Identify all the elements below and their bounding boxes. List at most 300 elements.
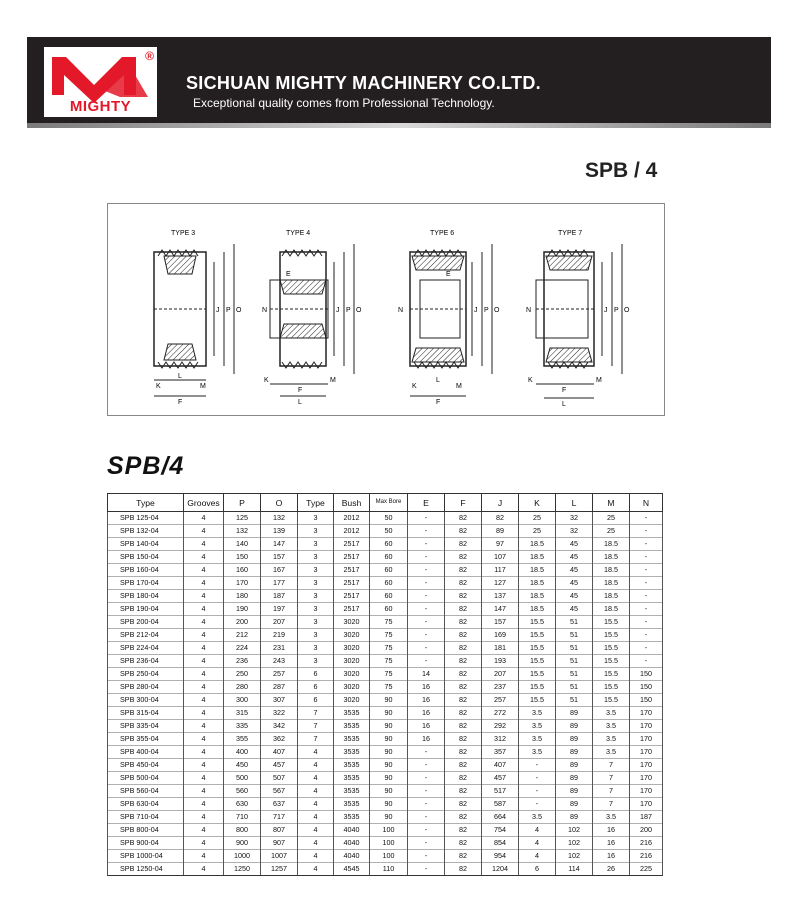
- table-cell: 110: [370, 863, 408, 876]
- pulley-type-diagrams: [108, 204, 664, 415]
- table-cell: 82: [445, 603, 482, 616]
- col-header: P: [224, 494, 261, 512]
- table-cell: 4: [184, 824, 224, 837]
- type-4-label: TYPE 4: [286, 230, 311, 237]
- table-cell: 3020: [334, 655, 370, 668]
- table-row: [108, 720, 663, 733]
- table-cell: 90: [370, 694, 408, 707]
- table-cell: 3: [298, 642, 334, 655]
- table-cell: 355: [224, 733, 261, 746]
- table-row: [108, 772, 663, 785]
- type-code-cell: SPB 630-04: [108, 798, 184, 811]
- table-cell: 15.5: [593, 668, 630, 681]
- table-cell: 82: [445, 642, 482, 655]
- table-cell: -: [630, 642, 663, 655]
- table-cell: 3535: [334, 785, 370, 798]
- table-cell: 3020: [334, 616, 370, 629]
- table-cell: 7: [593, 772, 630, 785]
- table-cell: 82: [445, 616, 482, 629]
- table-cell: 4: [184, 668, 224, 681]
- table-cell: 177: [261, 577, 298, 590]
- table-cell: 82: [445, 850, 482, 863]
- table-cell: 4: [184, 746, 224, 759]
- pulley-diagram-panel: [107, 203, 665, 416]
- table-cell: 150: [630, 668, 663, 681]
- table-cell: 167: [261, 564, 298, 577]
- table-row: [108, 811, 663, 824]
- company-tagline: Exceptional quality comes from Professional Technology.: [193, 96, 495, 110]
- table-cell: 170: [630, 707, 663, 720]
- table-row: [108, 759, 663, 772]
- table-cell: 15.5: [593, 655, 630, 668]
- dim-m-7: M: [596, 377, 602, 384]
- table-cell: 51: [556, 668, 593, 681]
- table-cell: 15.5: [519, 655, 556, 668]
- dim-l-4: L: [298, 399, 302, 406]
- table-cell: 335: [224, 720, 261, 733]
- table-cell: 97: [482, 538, 519, 551]
- col-header: N: [630, 494, 663, 512]
- dim-m-3: M: [200, 383, 206, 390]
- table-cell: 82: [445, 720, 482, 733]
- registered-mark: ®: [145, 49, 154, 63]
- table-cell: 89: [556, 746, 593, 759]
- table-cell: 14: [408, 668, 445, 681]
- table-cell: 407: [261, 746, 298, 759]
- type-code-cell: SPB 900-04: [108, 837, 184, 850]
- table-cell: 25: [519, 525, 556, 538]
- table-cell: 400: [224, 746, 261, 759]
- table-row: [108, 824, 663, 837]
- table-cell: -: [630, 512, 663, 525]
- table-cell: 3535: [334, 707, 370, 720]
- table-cell: 50: [370, 525, 408, 538]
- table-cell: 717: [261, 811, 298, 824]
- table-cell: 4: [298, 772, 334, 785]
- table-row: [108, 590, 663, 603]
- table-cell: 45: [556, 590, 593, 603]
- table-cell: -: [408, 655, 445, 668]
- dim-j-7: J: [604, 307, 608, 314]
- table-cell: 45: [556, 551, 593, 564]
- table-cell: 450: [224, 759, 261, 772]
- table-cell: 82: [445, 590, 482, 603]
- table-cell: 18.5: [519, 577, 556, 590]
- table-cell: -: [408, 811, 445, 824]
- table-cell: 710: [224, 811, 261, 824]
- table-cell: 280: [224, 681, 261, 694]
- table-cell: 89: [556, 720, 593, 733]
- table-cell: 287: [261, 681, 298, 694]
- table-cell: 82: [445, 811, 482, 824]
- table-cell: 2517: [334, 538, 370, 551]
- table-cell: 3: [298, 538, 334, 551]
- table-cell: 3: [298, 512, 334, 525]
- table-cell: 170: [630, 720, 663, 733]
- table-cell: 1000: [224, 850, 261, 863]
- table-cell: 6: [298, 668, 334, 681]
- table-cell: 82: [445, 837, 482, 850]
- table-body: [108, 512, 663, 876]
- table-cell: 160: [224, 564, 261, 577]
- table-cell: 170: [630, 798, 663, 811]
- table-cell: -: [630, 590, 663, 603]
- table-cell: 187: [261, 590, 298, 603]
- table-cell: 150: [224, 551, 261, 564]
- col-header: F: [445, 494, 482, 512]
- type-code-cell: SPB 335-04: [108, 720, 184, 733]
- table-cell: 75: [370, 668, 408, 681]
- col-header: O: [261, 494, 298, 512]
- table-cell: -: [630, 603, 663, 616]
- table-cell: -: [630, 629, 663, 642]
- dim-n-6: N: [398, 307, 404, 314]
- table-cell: 51: [556, 629, 593, 642]
- table-cell: 89: [556, 811, 593, 824]
- table-cell: 3535: [334, 733, 370, 746]
- table-cell: 6: [298, 681, 334, 694]
- table-cell: -: [630, 525, 663, 538]
- table-row: [108, 603, 663, 616]
- table-cell: 82: [445, 512, 482, 525]
- table-cell: 75: [370, 681, 408, 694]
- table-cell: -: [630, 655, 663, 668]
- table-cell: 15.5: [519, 642, 556, 655]
- col-header: Max Bore: [370, 494, 408, 512]
- type-6-label: TYPE 6: [430, 230, 455, 237]
- table-cell: 100: [370, 824, 408, 837]
- dim-f-3: F: [178, 399, 183, 406]
- table-cell: 170: [630, 733, 663, 746]
- table-cell: 7: [593, 798, 630, 811]
- col-header: J: [482, 494, 519, 512]
- table-cell: 4: [184, 733, 224, 746]
- table-cell: 3: [298, 616, 334, 629]
- table-cell: 4: [184, 564, 224, 577]
- table-cell: 4: [298, 785, 334, 798]
- table-cell: 16: [408, 707, 445, 720]
- table-cell: 169: [482, 629, 519, 642]
- table-cell: -: [408, 603, 445, 616]
- table-cell: 630: [224, 798, 261, 811]
- table-cell: 51: [556, 616, 593, 629]
- col-header: Grooves: [184, 494, 224, 512]
- table-cell: 82: [445, 525, 482, 538]
- table-cell: 4: [184, 772, 224, 785]
- table-cell: 3: [298, 603, 334, 616]
- table-row: [108, 746, 663, 759]
- table-cell: 4: [298, 850, 334, 863]
- header-underline: [27, 123, 771, 128]
- table-cell: 15.5: [519, 694, 556, 707]
- table-cell: 82: [445, 707, 482, 720]
- table-cell: 207: [482, 668, 519, 681]
- table-cell: 3020: [334, 629, 370, 642]
- table-cell: 4: [184, 798, 224, 811]
- table-cell: 800: [224, 824, 261, 837]
- table-cell: 4: [184, 538, 224, 551]
- table-cell: 7: [298, 720, 334, 733]
- table-cell: 1007: [261, 850, 298, 863]
- table-row: [108, 616, 663, 629]
- dim-j-3: J: [216, 307, 220, 314]
- table-cell: 407: [482, 759, 519, 772]
- table-cell: 60: [370, 603, 408, 616]
- table-cell: -: [408, 850, 445, 863]
- company-name: SICHUAN MIGHTY MACHINERY CO.LTD.: [186, 73, 541, 93]
- table-cell: -: [630, 564, 663, 577]
- table-cell: 140: [224, 538, 261, 551]
- type-code-cell: SPB 132-04: [108, 525, 184, 538]
- table-cell: 18.5: [593, 590, 630, 603]
- table-cell: 3.5: [593, 720, 630, 733]
- table-cell: -: [408, 551, 445, 564]
- table-cell: 82: [445, 629, 482, 642]
- table-row: [108, 525, 663, 538]
- table-cell: 45: [556, 564, 593, 577]
- table-cell: -: [408, 798, 445, 811]
- table-cell: 907: [261, 837, 298, 850]
- dim-m-4: M: [330, 377, 336, 384]
- table-cell: -: [408, 759, 445, 772]
- table-cell: 82: [445, 785, 482, 798]
- table-cell: 82: [445, 577, 482, 590]
- dim-j-4: J: [336, 307, 340, 314]
- dim-k-7: K: [528, 377, 533, 384]
- table-cell: 90: [370, 746, 408, 759]
- table-cell: 90: [370, 772, 408, 785]
- dim-l-3: L: [178, 373, 182, 380]
- table-cell: 157: [261, 551, 298, 564]
- table-cell: 117: [482, 564, 519, 577]
- table-cell: 500: [224, 772, 261, 785]
- table-cell: 1257: [261, 863, 298, 876]
- table-cell: 2517: [334, 603, 370, 616]
- type-code-cell: SPB 315-04: [108, 707, 184, 720]
- table-cell: 664: [482, 811, 519, 824]
- table-cell: 16: [593, 837, 630, 850]
- table-cell: 75: [370, 629, 408, 642]
- table-cell: 457: [261, 759, 298, 772]
- table-cell: 16: [408, 720, 445, 733]
- table-cell: 15.5: [519, 668, 556, 681]
- table-row: [108, 798, 663, 811]
- col-header: Bush: [334, 494, 370, 512]
- table-cell: 2517: [334, 590, 370, 603]
- table-cell: 45: [556, 603, 593, 616]
- table-cell: 190: [224, 603, 261, 616]
- table-cell: 89: [556, 772, 593, 785]
- table-cell: 114: [556, 863, 593, 876]
- table-cell: 4040: [334, 837, 370, 850]
- table-cell: 150: [630, 681, 663, 694]
- table-cell: 4: [184, 694, 224, 707]
- dim-l-6: L: [436, 377, 440, 384]
- table-cell: 25: [593, 512, 630, 525]
- table-cell: 3535: [334, 720, 370, 733]
- type-7-label: TYPE 7: [558, 230, 583, 237]
- type-code-cell: SPB 1250-04: [108, 863, 184, 876]
- table-cell: 18.5: [519, 590, 556, 603]
- table-cell: 82: [445, 824, 482, 837]
- table-cell: 15.5: [519, 681, 556, 694]
- table-cell: 3020: [334, 668, 370, 681]
- table-cell: 250: [224, 668, 261, 681]
- table-cell: 237: [482, 681, 519, 694]
- table-cell: 60: [370, 564, 408, 577]
- table-row: [108, 668, 663, 681]
- table-cell: 180: [224, 590, 261, 603]
- table-cell: 4: [184, 551, 224, 564]
- table-cell: 50: [370, 512, 408, 525]
- table-cell: 1250: [224, 863, 261, 876]
- table-cell: 4: [184, 811, 224, 824]
- table-cell: 312: [482, 733, 519, 746]
- table-cell: 139: [261, 525, 298, 538]
- type-code-cell: SPB 140-04: [108, 538, 184, 551]
- table-cell: 25: [593, 525, 630, 538]
- table-cell: 7: [298, 707, 334, 720]
- dim-n-7: N: [526, 307, 532, 314]
- table-cell: 272: [482, 707, 519, 720]
- col-header: Type: [108, 494, 184, 512]
- table-cell: 18.5: [593, 564, 630, 577]
- table-cell: 89: [556, 759, 593, 772]
- table-cell: -: [408, 629, 445, 642]
- table-cell: 51: [556, 655, 593, 668]
- table-cell: 90: [370, 785, 408, 798]
- table-cell: 18.5: [519, 564, 556, 577]
- table-cell: 4: [184, 512, 224, 525]
- table-cell: -: [408, 746, 445, 759]
- page-label: SPB / 4: [585, 159, 658, 182]
- table-cell: 3.5: [593, 746, 630, 759]
- type-code-cell: SPB 212-04: [108, 629, 184, 642]
- table-cell: 170: [630, 746, 663, 759]
- table-cell: 3: [298, 577, 334, 590]
- table-cell: 637: [261, 798, 298, 811]
- table-cell: 89: [482, 525, 519, 538]
- table-cell: 4: [184, 863, 224, 876]
- table-cell: 82: [445, 798, 482, 811]
- table-cell: 307: [261, 694, 298, 707]
- table-cell: 193: [482, 655, 519, 668]
- table-cell: -: [408, 772, 445, 785]
- table-cell: 6: [519, 863, 556, 876]
- table-cell: 7: [593, 785, 630, 798]
- table-row: [108, 629, 663, 642]
- table-cell: 2517: [334, 564, 370, 577]
- dim-n-4: N: [262, 307, 268, 314]
- table-cell: 147: [261, 538, 298, 551]
- table-cell: 89: [556, 785, 593, 798]
- spec-table: [107, 493, 663, 876]
- table-cell: 132: [261, 512, 298, 525]
- dim-e-4: E: [286, 271, 291, 278]
- table-cell: 125: [224, 512, 261, 525]
- col-header: L: [556, 494, 593, 512]
- type-code-cell: SPB 236-04: [108, 655, 184, 668]
- dim-k-6: K: [412, 383, 417, 390]
- table-cell: 4: [184, 785, 224, 798]
- type-code-cell: SPB 250-04: [108, 668, 184, 681]
- table-cell: 3535: [334, 746, 370, 759]
- table-cell: 4040: [334, 824, 370, 837]
- table-cell: 82: [445, 681, 482, 694]
- table-cell: -: [630, 616, 663, 629]
- table-cell: 18.5: [519, 551, 556, 564]
- table-cell: 90: [370, 811, 408, 824]
- table-row: [108, 564, 663, 577]
- type-4-diagram: [262, 230, 362, 406]
- table-cell: -: [408, 538, 445, 551]
- table-cell: 4: [184, 629, 224, 642]
- table-cell: 4: [519, 824, 556, 837]
- table-cell: 231: [261, 642, 298, 655]
- col-header: M: [593, 494, 630, 512]
- table-cell: 90: [370, 720, 408, 733]
- table-cell: 197: [261, 603, 298, 616]
- table-cell: 567: [261, 785, 298, 798]
- table-cell: 4: [184, 720, 224, 733]
- table-cell: 51: [556, 694, 593, 707]
- table-cell: 3.5: [519, 707, 556, 720]
- table-cell: 207: [261, 616, 298, 629]
- table-cell: 243: [261, 655, 298, 668]
- table-cell: 224: [224, 642, 261, 655]
- dim-l-7: L: [562, 401, 566, 408]
- table-cell: 4: [298, 824, 334, 837]
- type-code-cell: SPB 450-04: [108, 759, 184, 772]
- table-cell: 18.5: [519, 603, 556, 616]
- table-cell: 107: [482, 551, 519, 564]
- table-cell: 75: [370, 642, 408, 655]
- table-cell: -: [408, 590, 445, 603]
- table-cell: 51: [556, 642, 593, 655]
- table-cell: 357: [482, 746, 519, 759]
- table-cell: 45: [556, 577, 593, 590]
- table-row: [108, 850, 663, 863]
- dim-o-6: O: [494, 307, 500, 314]
- table-cell: 16: [593, 824, 630, 837]
- table-cell: 219: [261, 629, 298, 642]
- table-cell: 457: [482, 772, 519, 785]
- table-cell: 82: [482, 512, 519, 525]
- table-row: [108, 785, 663, 798]
- table-cell: 75: [370, 655, 408, 668]
- table-cell: 3535: [334, 798, 370, 811]
- dim-p-4: P: [346, 307, 351, 314]
- table-cell: 16: [408, 733, 445, 746]
- table-cell: 3: [298, 551, 334, 564]
- type-3-diagram: [154, 230, 242, 406]
- type-code-cell: SPB 280-04: [108, 681, 184, 694]
- table-cell: 82: [445, 746, 482, 759]
- table-cell: 4545: [334, 863, 370, 876]
- table-cell: 82: [445, 551, 482, 564]
- table-cell: 3.5: [593, 707, 630, 720]
- table-cell: 82: [445, 538, 482, 551]
- table-cell: 60: [370, 577, 408, 590]
- table-cell: 32: [556, 512, 593, 525]
- dim-f-4: F: [298, 387, 303, 394]
- table-cell: 2012: [334, 512, 370, 525]
- table-cell: 517: [482, 785, 519, 798]
- table-cell: 51: [556, 681, 593, 694]
- table-header-row: [108, 494, 663, 512]
- table-cell: 3020: [334, 694, 370, 707]
- type-code-cell: SPB 170-04: [108, 577, 184, 590]
